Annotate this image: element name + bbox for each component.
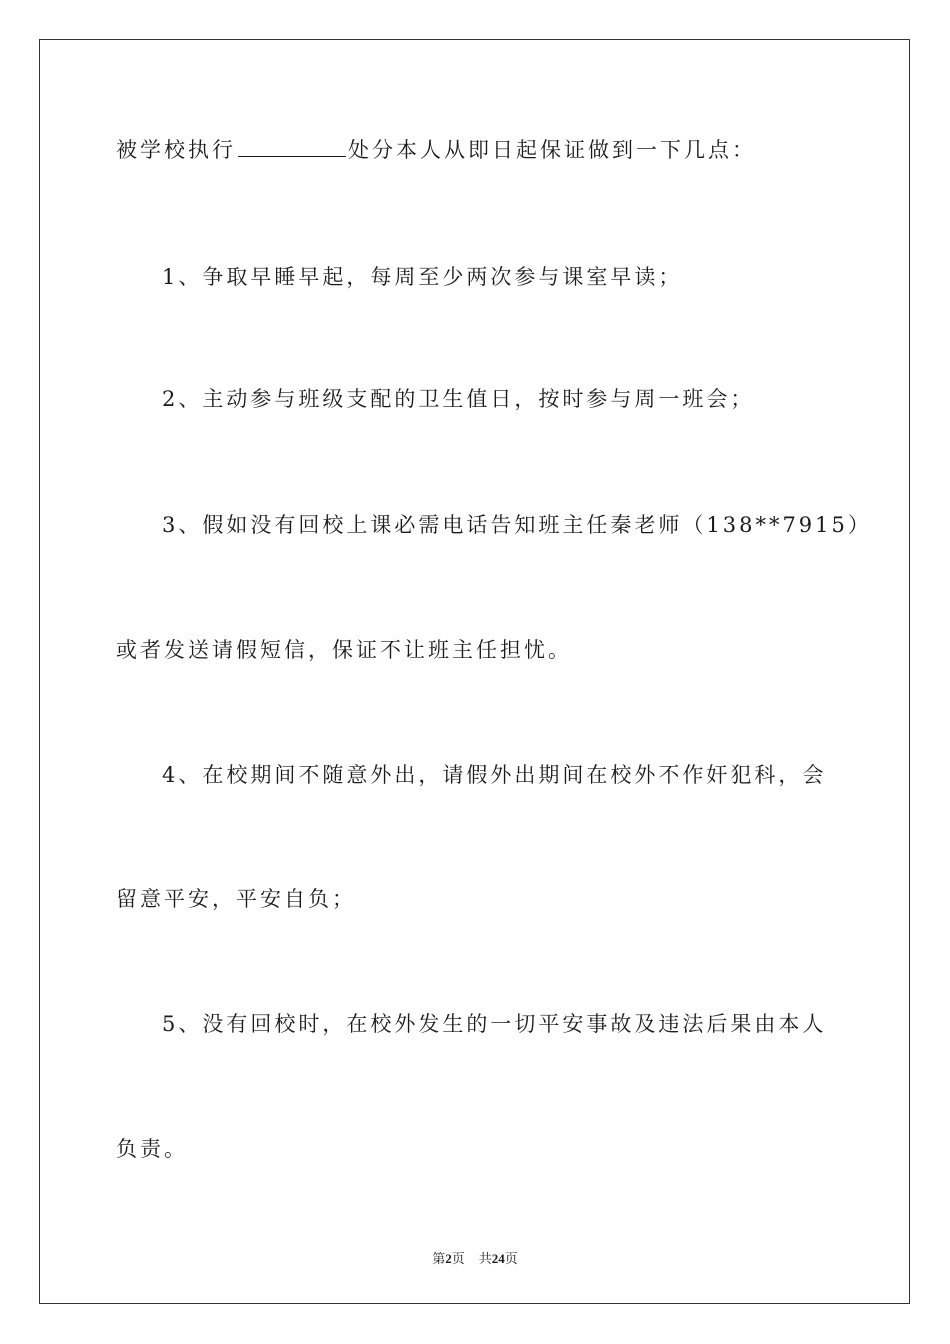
text-line-item-3: 3、假如没有回校上课必需电话告知班主任秦老师（138**7915）: [162, 513, 872, 537]
total-suffix: 页: [504, 1251, 518, 1266]
page-border: [39, 39, 910, 1304]
text-line-item-1: 1、争取早睡早起，每周至少两次参与课室早读；: [162, 265, 683, 289]
text-line-item-4-cont: 留意平安，平安自负；: [116, 887, 356, 911]
page-footer: [0, 1248, 950, 1267]
text-line-item-3-cont: 或者发送请假短信，保证不让班主任担忧。: [116, 638, 572, 662]
text-line-item-2: 2、主动参与班级支配的卫生值日，按时参与周一班会；: [162, 387, 755, 411]
fill-in-blank[interactable]: [238, 138, 346, 157]
intro-prefix: 被学校执行: [116, 138, 236, 162]
page-number: 2: [445, 1251, 452, 1266]
text-line-item-5-cont: 负责。: [116, 1137, 188, 1161]
text-line-item-4: 4、在校期间不随意外出，请假外出期间在校外不作奸犯科，会: [162, 763, 827, 787]
text-line-item-5: 5、没有回校时，在校外发生的一切平安事故及违法后果由本人: [162, 1012, 827, 1036]
total-prefix: 共: [478, 1251, 492, 1266]
text-line-intro: [116, 137, 756, 163]
intro-suffix: 处分本人从即日起保证做到一下几点：: [348, 138, 756, 162]
page-prefix: 第: [432, 1251, 446, 1266]
page-suffix: 页: [451, 1251, 465, 1266]
total-pages: 24: [491, 1251, 505, 1266]
